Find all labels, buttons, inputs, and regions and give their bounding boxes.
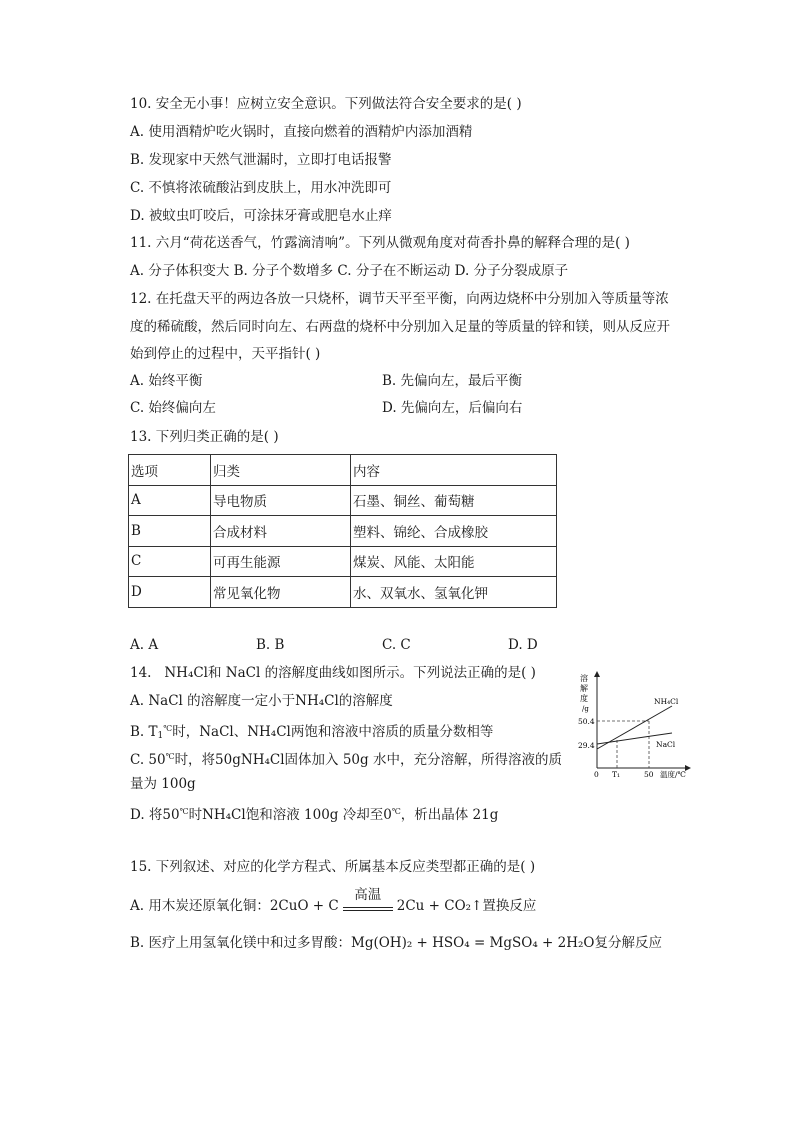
table-cell: B	[129, 516, 211, 547]
q14-option-c	[130, 748, 562, 769]
q14-stem-text: 和 NaCl 的溶解度曲线如图所示。下列说法正确的是( )	[208, 665, 536, 681]
q12-stem-line2: 度的稀硫酸，然后同时向左、右两盘的烧杯中分别加入足量的等质量的锌和镁，则从反应开	[130, 319, 670, 335]
y-axis-label: 度	[580, 694, 588, 703]
q10-option-c: C. 不慎将浓硫酸沾到皮肤上，用水冲洗即可	[130, 180, 392, 196]
series-label-nacl: NaCl	[656, 740, 676, 749]
q14-d-text-mid: 时	[188, 807, 203, 823]
table-cell: 水、双氧水、氢氧化钾	[351, 577, 557, 608]
q10-stem: 10. 安全无小事！应树立安全意识。下列做法符合安全要求的是( )	[130, 96, 522, 112]
q14-d-text: D. 将50	[130, 807, 180, 823]
q12-option-b: B. 先偏向左，最后平衡	[382, 373, 523, 389]
q14-number: 14.	[130, 665, 152, 681]
x-axis-label: 温度/℃	[660, 770, 686, 779]
table-cell: 煤炭、风能、太阳能	[351, 546, 557, 577]
y-axis-label: 溶	[580, 674, 588, 683]
q14-option-b	[130, 720, 493, 745]
table-row	[129, 485, 557, 516]
degree-sign: ℃	[391, 807, 401, 816]
q15-a-text-end: 2Cu + CO₂↑置换反应	[396, 898, 537, 914]
q14-b-text-mid: 时，NaCl、	[172, 724, 248, 740]
q14-d-text-end: 饱和溶液 100g 冷却至0	[245, 807, 392, 823]
subscript: 1	[157, 731, 164, 741]
q12-option-a: A. 始终平衡	[130, 373, 203, 389]
table-header-cell: 内容	[351, 455, 557, 486]
table-cell: 可再生能源	[211, 546, 351, 577]
q13-option-d: D. D	[508, 637, 538, 653]
x-tick-label: T₁	[612, 770, 621, 779]
q11-options: A. 分子体积变大 B. 分子个数增多 C. 分子在不断运动 D. 分子分裂成原子	[130, 263, 569, 279]
q15-a-text: A. 用木炭还原氧化铜：2CuO + C	[130, 898, 339, 914]
series-label-nh4cl: NH₄Cl	[654, 697, 679, 706]
table-row	[129, 516, 557, 547]
q15-option-b: B. 医疗上用氢氧化镁中和过多胃酸：Mg(OH)₂ + HSO₄ = MgSO₄ + 2H₂O复分解反应	[130, 935, 662, 951]
q13-stem: 13. 下列归类正确的是( )	[130, 429, 279, 445]
table-cell: 合成材料	[211, 516, 351, 547]
origin-label: 0	[594, 770, 599, 779]
classification-table	[128, 454, 557, 608]
table-cell: C	[129, 546, 211, 577]
q15-option-a	[130, 887, 537, 915]
q14-b-text: B. T	[130, 724, 158, 740]
nh4cl-formula: NH₄Cl	[202, 807, 246, 823]
y-axis-label: /g	[582, 705, 589, 713]
nh4cl-formula: NH₄Cl	[164, 665, 209, 681]
q14-d-text-tail: ，析出晶体 21g	[400, 807, 499, 823]
q10-option-a: A. 使用酒精炉吃火锅时，直接向燃着的酒精炉内添加酒精	[130, 124, 473, 140]
q14-option-c-line2: 量为 100g	[130, 776, 196, 792]
q12-option-d: D. 先偏向左，后偏向右	[382, 400, 523, 416]
q15-stem: 15. 下列叙述、对应的化学方程式、所属基本反应类型都正确的是( )	[130, 859, 536, 875]
degree-sign: ℃	[179, 807, 189, 816]
nh4cl-formula: NH₄Cl	[247, 724, 291, 740]
q14-c-text-end: 固体加入 50g 水中，充分溶解，所得溶液的质	[284, 752, 562, 768]
solubility-graph	[574, 668, 694, 780]
table-cell: 导电物质	[211, 485, 351, 516]
q14-option-d	[130, 803, 498, 824]
q12-stem-line3: 始到停止的过程中，天平指针( )	[130, 346, 321, 362]
q12-stem-line1: 12. 在托盘天平的两边各放一只烧杯，调节天平至平衡，向两边烧杯中分别加入等质量等浓	[130, 291, 669, 307]
y-axis-label: 解	[580, 684, 588, 693]
table-header-cell: 归类	[211, 455, 351, 486]
q14-c-text: C. 50	[130, 752, 166, 768]
table-cell: 石墨、铜丝、葡萄糖	[351, 485, 557, 516]
degree-sign: ℃	[165, 752, 175, 761]
q13-option-c: C. C	[382, 637, 411, 653]
q12-option-c: C. 始终偏向左	[130, 400, 216, 416]
nh4cl-formula: NH₄Cl	[295, 693, 339, 709]
y-tick-label: 50.4	[578, 717, 595, 726]
table-header-row	[129, 455, 557, 486]
table-cell: A	[129, 485, 211, 516]
table-row	[129, 577, 557, 608]
q10-option-d: D. 被蚊虫叮咬后，可涂抹牙膏或肥皂水止痒	[130, 208, 392, 224]
reaction-condition: 高温	[354, 887, 382, 903]
table-cell: 塑料、锦纶、合成橡胶	[351, 516, 557, 547]
q14-stem	[130, 664, 536, 682]
reaction-condition-sign	[343, 887, 393, 915]
y-tick-label: 29.4	[578, 741, 595, 750]
q14-a-text-end: 的溶解度	[338, 693, 393, 709]
q11-stem: 11. 六月“荷花送香气，竹露滴清响”。下列从微观角度对荷香扑鼻的解释合理的是( )	[130, 235, 630, 251]
x-tick-label: 50	[644, 770, 654, 779]
q13-option-a: A. A	[130, 637, 159, 653]
table-cell: D	[129, 577, 211, 608]
q14-b-text-end: 两饱和溶液中溶质的质量分数相等	[290, 724, 494, 740]
q14-a-text: A. NaCl 的溶解度一定小于	[130, 693, 296, 709]
q14-option-a	[130, 692, 393, 710]
nh4cl-formula: NH₄Cl	[240, 752, 285, 768]
table-cell: 常见氧化物	[211, 577, 351, 608]
degree-sign: ℃	[163, 724, 173, 733]
table-row	[129, 546, 557, 577]
q10-option-b: B. 发现家中天然气泄漏时，立即打电话报警	[130, 152, 392, 168]
q13-option-b: B. B	[256, 637, 285, 653]
table-header-cell: 选项	[129, 455, 211, 486]
q14-c-text-mid: 时，将50g	[174, 752, 241, 768]
